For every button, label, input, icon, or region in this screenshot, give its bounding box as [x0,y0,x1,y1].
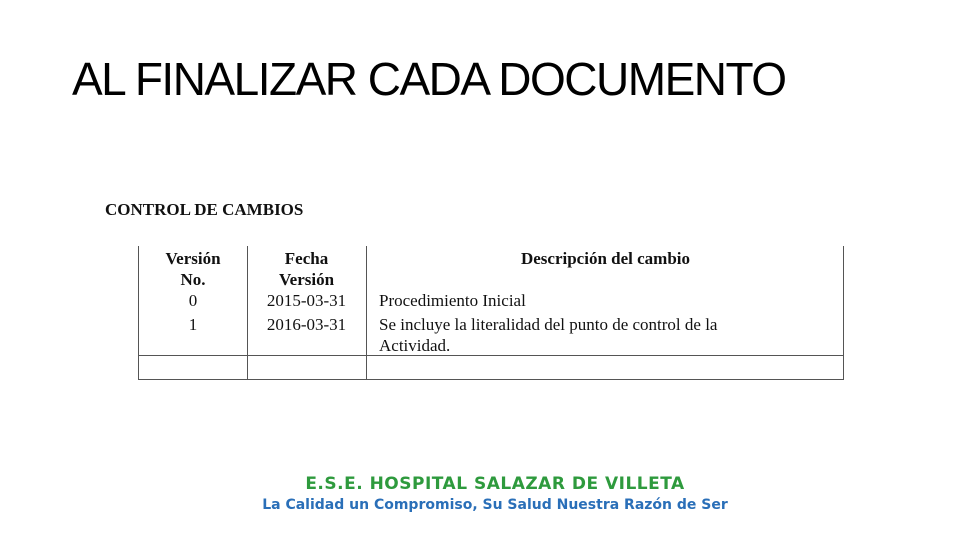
header-version-line1: Versión [165,249,221,268]
header-date-line1: Fecha [284,249,329,268]
changes-table [138,246,844,380]
row-0-description [379,290,526,311]
header-date [247,248,366,290]
hospital-slogan: La Calidad un Compromiso, Su Salud Nuestra Razón de Ser [262,497,728,513]
header-description: Descripción del cambio [520,249,691,268]
hospital-footer [0,474,960,513]
slide-title: AL FINALIZAR CADA DOCUMENTO [72,53,786,105]
header-version-line2: No. [180,270,206,289]
row-1-date: 2016-03-31 [266,315,347,334]
row-1-version: 1 [188,315,198,334]
document-excerpt [100,198,860,388]
header-date-line2: Versión [278,270,335,289]
row-0-version: 0 [188,291,198,310]
row-1-description [379,314,717,356]
row-0-description-line1: Procedimiento Inicial [379,291,526,310]
row-1-description-line2: Actividad. [379,336,451,355]
hospital-name: E.S.E. HOSPITAL SALAZAR DE VILLETA [305,474,685,494]
header-version [139,248,247,290]
row-1-description-line1: Se incluye la literalidad del punto de control de la [379,315,718,334]
control-heading: CONTROL DE CAMBIOS [105,200,304,219]
row-0-date: 2015-03-31 [266,291,347,310]
